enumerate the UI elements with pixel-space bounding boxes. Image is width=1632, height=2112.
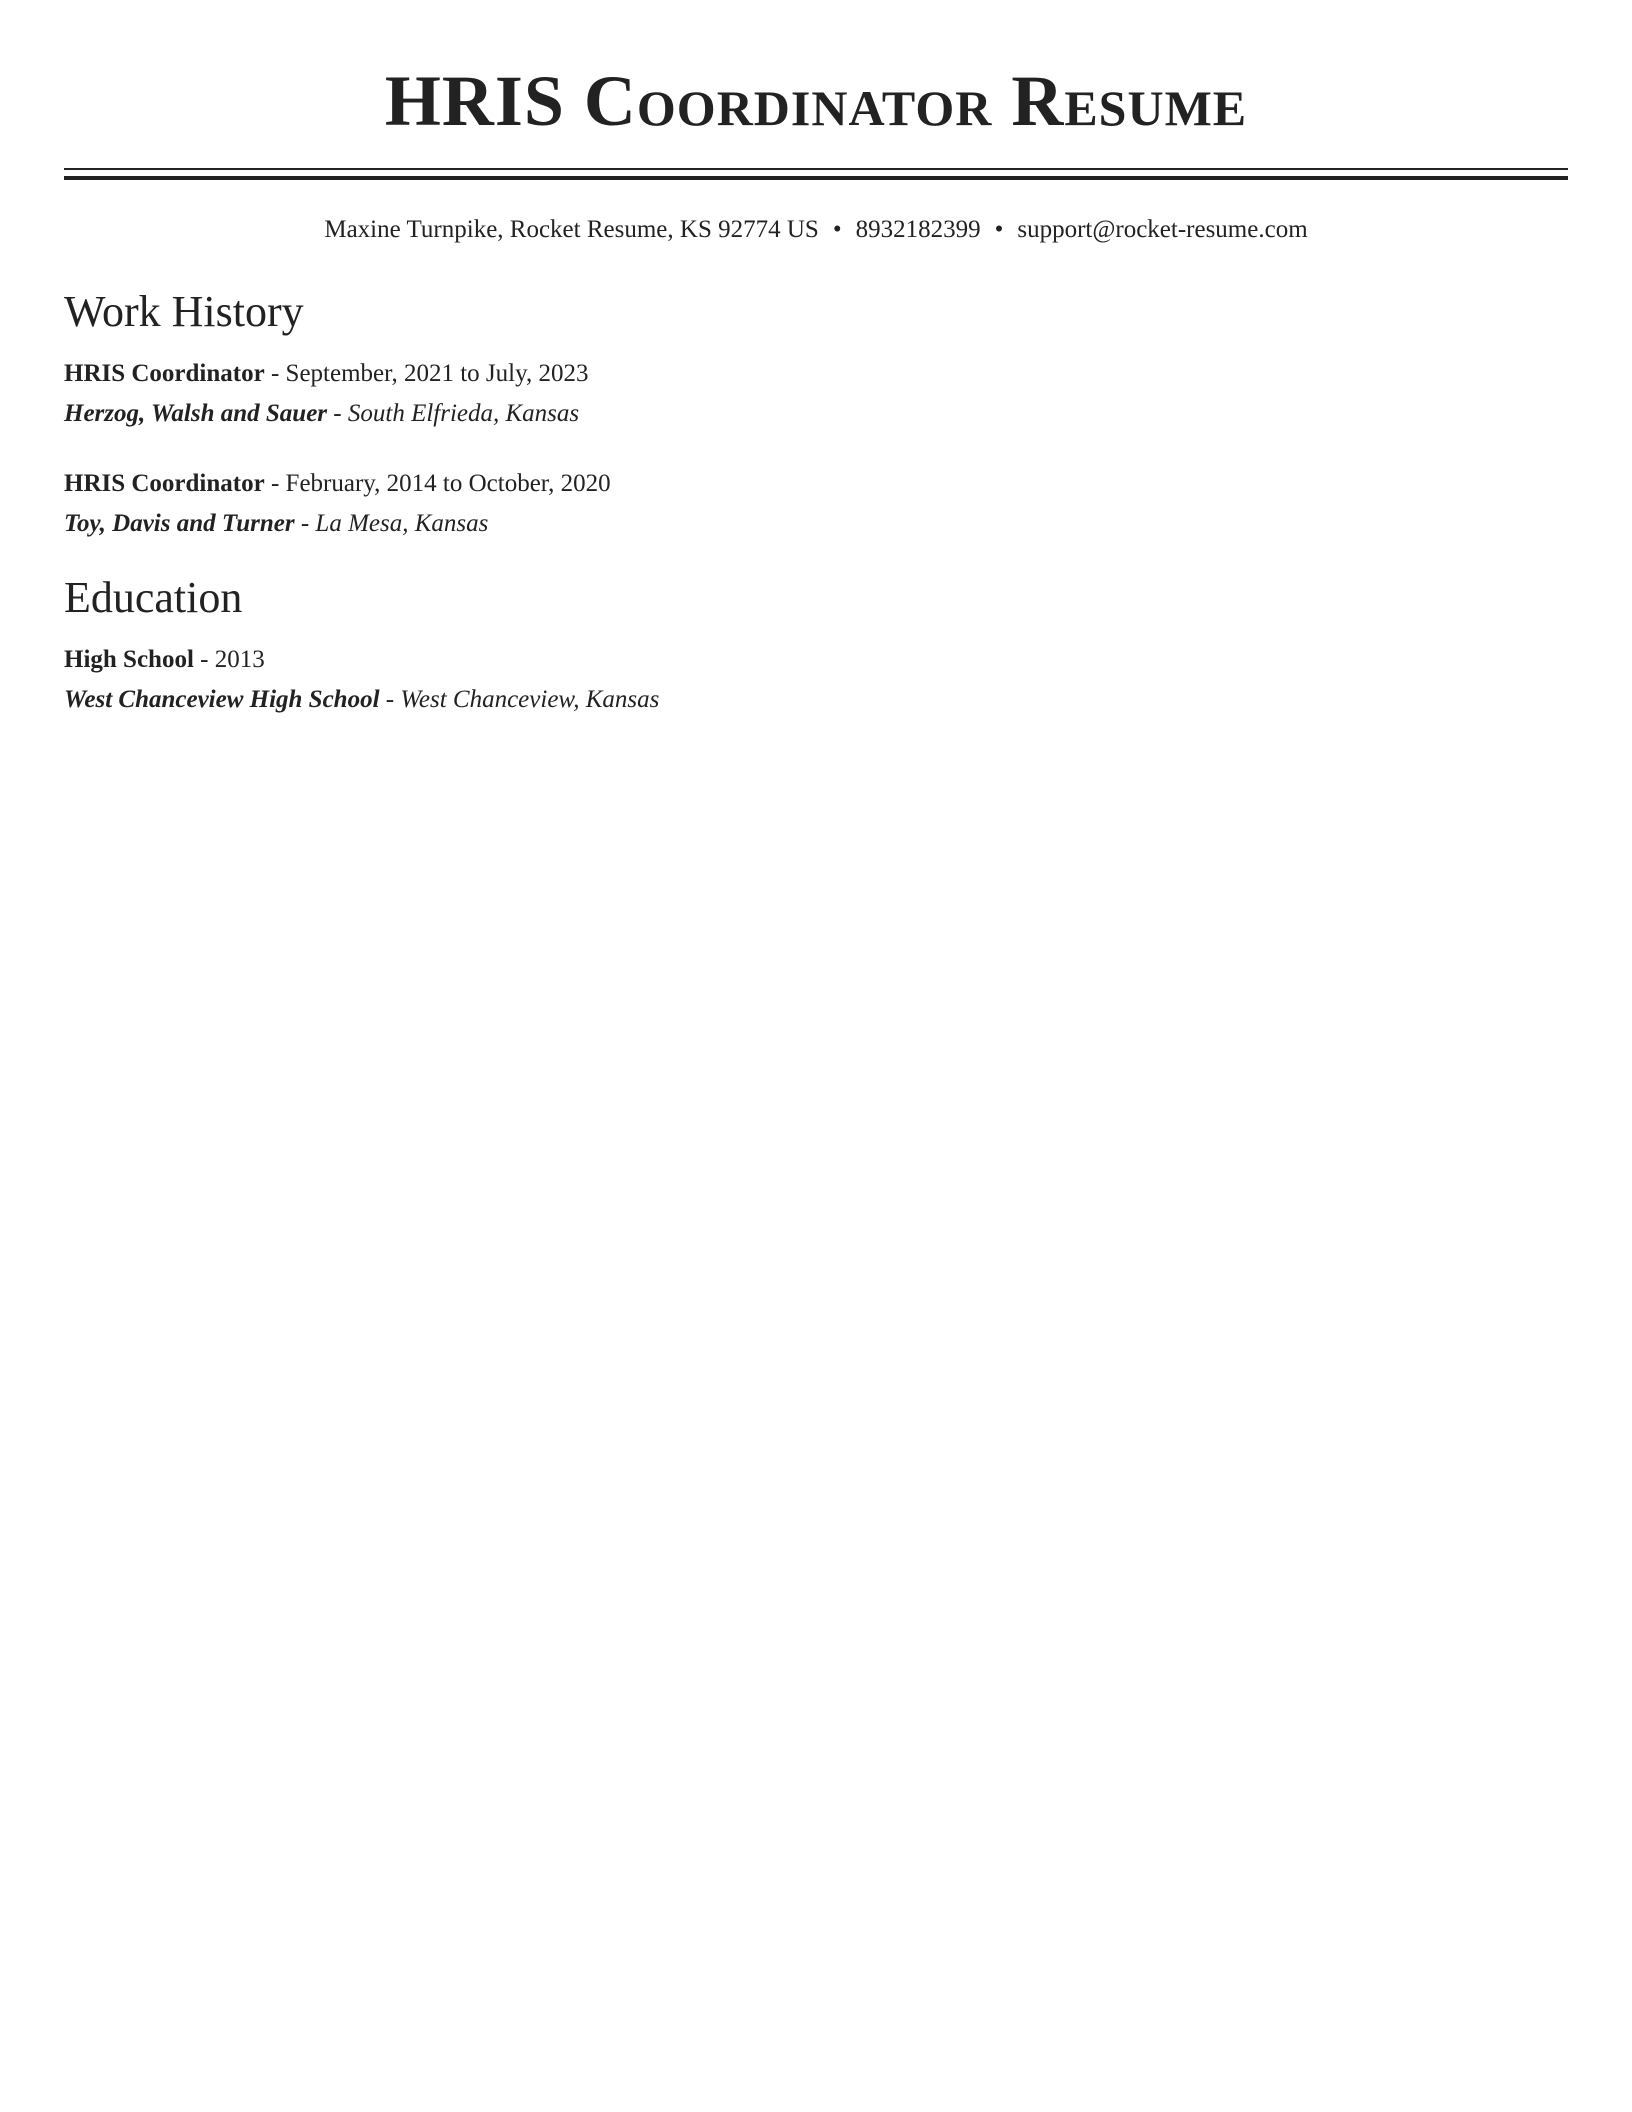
work-entry-title-line — [64, 354, 1568, 394]
work-entry-company-line — [64, 504, 1568, 544]
contact-separator: • — [832, 216, 842, 243]
resume-page — [64, 0, 1568, 720]
education-heading: Education — [64, 573, 243, 622]
company-location: South Elfrieda, Kansas — [347, 400, 580, 427]
title-divider — [64, 168, 1568, 180]
job-title: HRIS Coordinator — [64, 360, 265, 387]
education-entry — [64, 640, 1568, 720]
contact-email: support@rocket-resume.com — [1017, 216, 1308, 243]
education-entry-school-line — [64, 680, 1568, 720]
school-location: West Chanceview, Kansas — [400, 686, 660, 713]
job-title: HRIS Coordinator — [64, 470, 265, 497]
job-dates: September, 2021 to July, 2023 — [285, 360, 589, 387]
contact-address: Maxine Turnpike, Rocket Resume, KS 92774 US — [324, 216, 819, 243]
contact-phone: 8932182399 — [855, 216, 981, 243]
contact-separator: • — [994, 216, 1004, 243]
work-entry-company-line — [64, 394, 1568, 434]
entry-dash: - — [270, 470, 280, 497]
entry-dash: - — [333, 400, 342, 427]
company-location: La Mesa, Kansas — [315, 510, 489, 537]
entry-dash: - — [200, 646, 209, 673]
entry-dash: - — [270, 360, 280, 387]
school-name: West Chanceview High School — [64, 686, 380, 713]
degree-name: High School — [64, 646, 194, 673]
entry-dash: - — [385, 686, 395, 713]
company-name: Herzog, Walsh and Sauer — [64, 400, 328, 427]
page-title: HRIS Coordinator Resume — [384, 61, 1248, 141]
entry-dash: - — [300, 510, 310, 537]
company-name: Toy, Davis and Turner — [64, 510, 295, 537]
work-entry-title-line — [64, 464, 1568, 504]
education-entry-degree-line — [64, 640, 1568, 680]
work-entry — [64, 354, 1568, 434]
work-history-heading: Work History — [64, 287, 304, 336]
work-entry — [64, 464, 1568, 544]
contact-line — [64, 214, 1568, 246]
job-dates: February, 2014 to October, 2020 — [285, 470, 611, 497]
graduation-year: 2013 — [214, 646, 265, 673]
